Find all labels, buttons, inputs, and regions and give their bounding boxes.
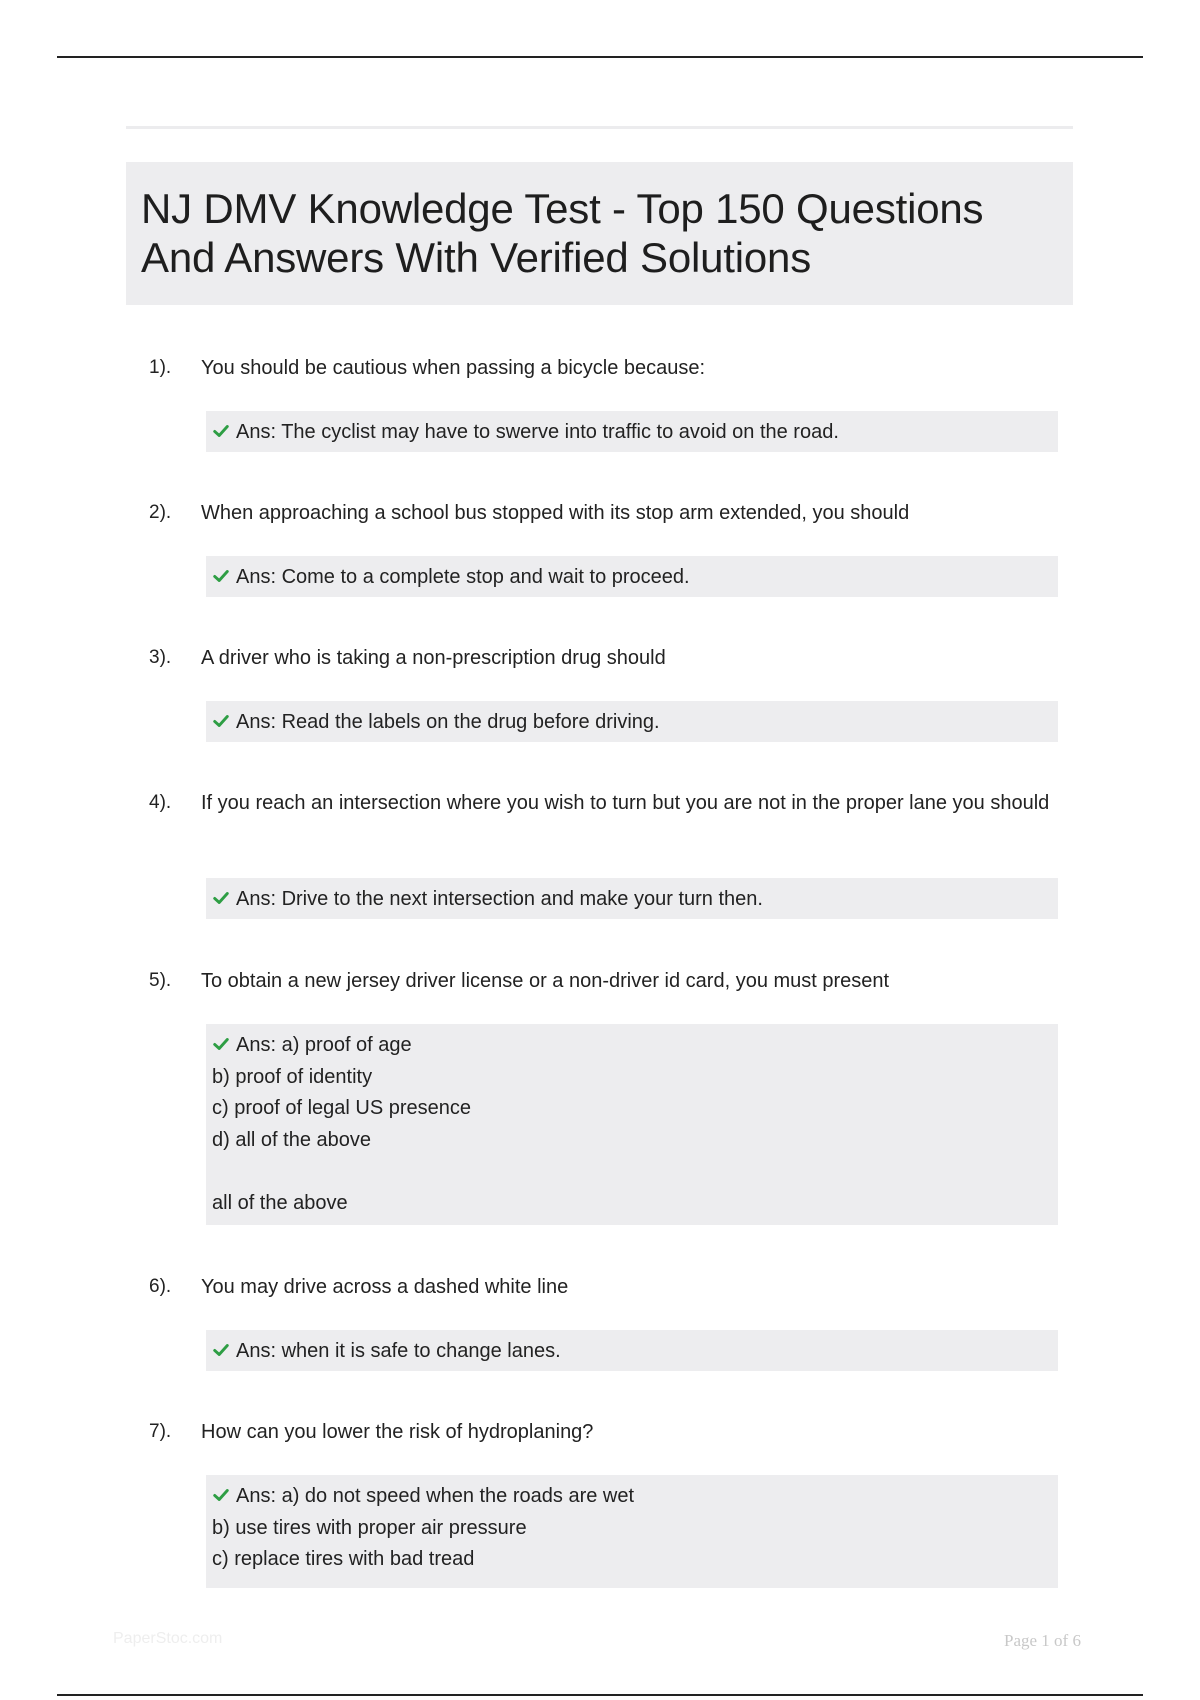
header-divider xyxy=(126,126,1073,129)
question-text: You should be cautious when passing a bicycle because: xyxy=(201,357,706,379)
question-number: 4). xyxy=(149,792,172,813)
check-icon xyxy=(212,422,230,440)
page-indicator: Page 1 of 6 xyxy=(1004,1631,1081,1650)
question-text: To obtain a new jersey driver license or a non-driver id card, you must present xyxy=(201,970,890,992)
answer-text: Ans: when it is safe to change lanes. xyxy=(236,1340,561,1362)
question-number: 1). xyxy=(149,357,172,378)
question-text: If you reach an intersection where you wish to turn but you are not in the proper lane you should xyxy=(201,792,1050,814)
bottom-rule xyxy=(57,1694,1143,1696)
title-banner xyxy=(126,162,1073,305)
check-icon xyxy=(212,567,230,585)
question-text: You may drive across a dashed white line xyxy=(201,1276,569,1298)
answer-text: c) replace tires with bad tread xyxy=(212,1548,475,1570)
answer-box xyxy=(206,556,1058,597)
document-title: NJ DMV Knowledge Test - Top 150 Questions And Answers With Verified Solutions xyxy=(141,185,984,281)
question-text: How can you lower the risk of hydroplaning? xyxy=(201,1421,594,1443)
check-icon xyxy=(212,712,230,730)
answer-text: Ans: a) proof of age xyxy=(236,1034,412,1056)
answer-text: Ans: Read the labels on the drug before driving. xyxy=(236,711,660,733)
question-text: A driver who is taking a non-prescription drug should xyxy=(201,647,666,669)
answer-text: d) all of the above xyxy=(212,1128,371,1151)
answer-text: Ans: Come to a complete stop and wait to proceed. xyxy=(236,566,690,588)
answer-text: Ans: The cyclist may have to swerve into traffic to avoid on the road. xyxy=(236,421,839,443)
question-text: When approaching a school bus stopped with its stop arm extended, you should xyxy=(201,502,910,524)
answer-box xyxy=(206,878,1058,919)
check-icon xyxy=(212,1486,230,1504)
answer-text: all of the above xyxy=(212,1191,348,1214)
question-number: 2). xyxy=(149,502,172,523)
answer-text: c) proof of legal US presence xyxy=(212,1097,472,1119)
answer-box xyxy=(206,701,1058,742)
answer-box xyxy=(206,1330,1058,1371)
question-number: 5). xyxy=(149,970,172,991)
answer-text xyxy=(212,1156,1052,1188)
check-icon xyxy=(212,889,230,907)
answer-text: Ans: a) do not speed when the roads are wet xyxy=(236,1485,635,1507)
answer-text: b) use tires with proper air pressure xyxy=(212,1516,527,1539)
question-number: 6). xyxy=(149,1276,172,1297)
top-rule xyxy=(57,56,1143,58)
check-icon xyxy=(212,1341,230,1359)
question-number: 3). xyxy=(149,647,172,668)
check-icon xyxy=(212,1035,230,1053)
footer-watermark: PaperStoc.com xyxy=(113,1630,223,1647)
question-number: 7). xyxy=(149,1421,172,1442)
answer-text: b) proof of identity xyxy=(212,1065,373,1088)
answer-box xyxy=(206,1024,1058,1225)
answer-box xyxy=(206,1475,1058,1588)
answer-text: Ans: Drive to the next intersection and make your turn then. xyxy=(236,888,763,910)
answer-box xyxy=(206,411,1058,452)
